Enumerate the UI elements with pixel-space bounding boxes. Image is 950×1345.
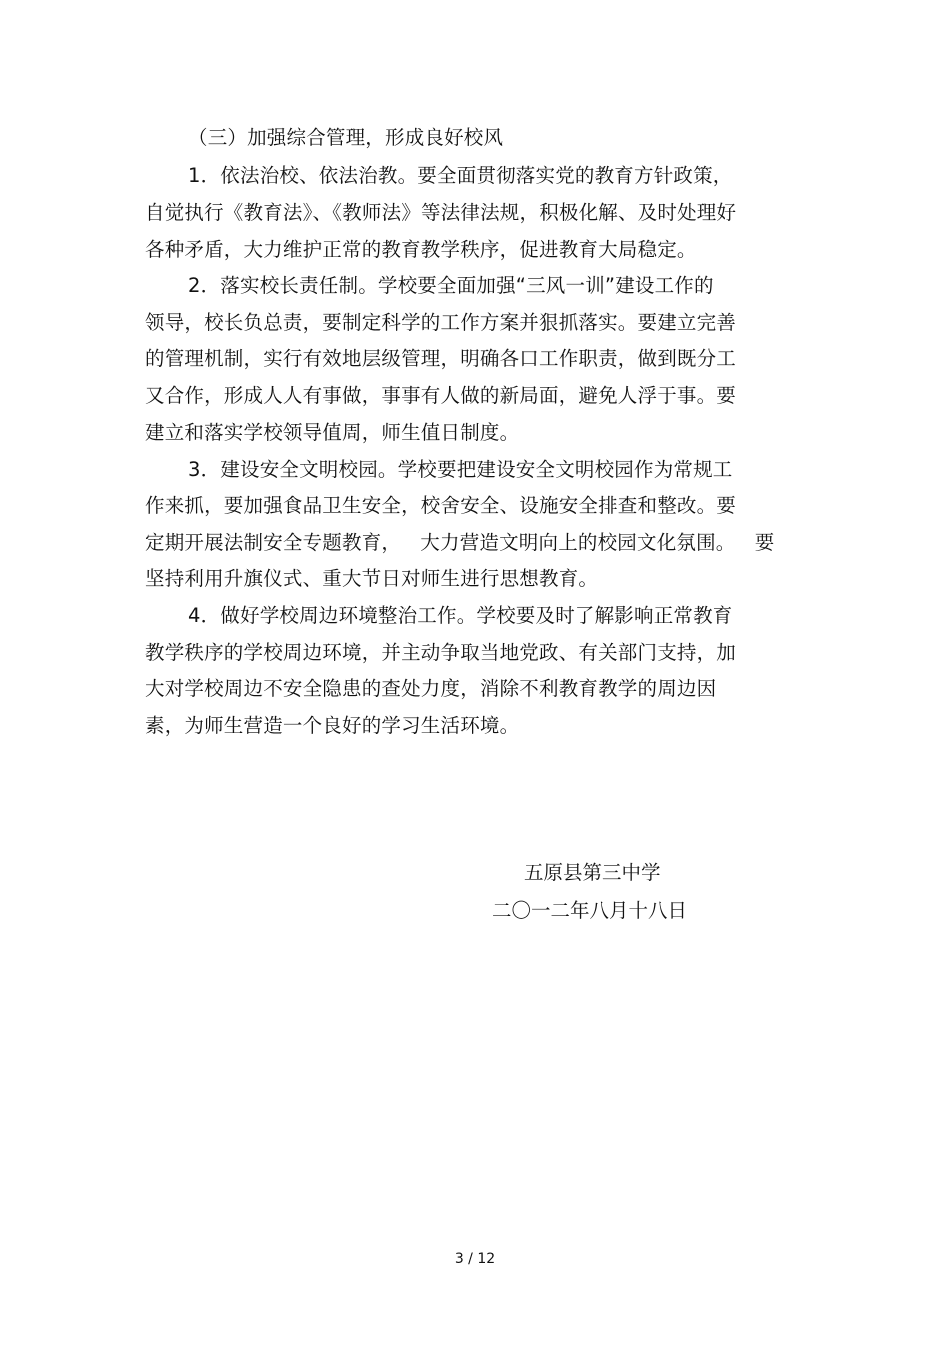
paragraph-line: 大对学校周边不安全隐患的查处力度，消除不利教育教学的周边因 bbox=[145, 677, 717, 700]
paragraph-line: 各种矛盾，大力维护正常的教育教学秩序，促进教育大局稳定。 bbox=[145, 238, 697, 261]
paragraph-line: 1．依法治校、依法治教。要全面贯彻落实党的教育方针政策， bbox=[188, 164, 733, 187]
paragraph-line: 3．建设安全文明校园。学校要把建设安全文明校园作为常规工 bbox=[188, 458, 733, 481]
paragraph-line: 教学秩序的学校周边环境，并主动争取当地党政、有关部门支持，加 bbox=[145, 641, 737, 664]
page-number: 3 / 12 bbox=[454, 1251, 496, 1267]
paragraph-line: 2．落实校长责任制。学校要全面加强“三风一训”建设工作的 bbox=[188, 274, 714, 297]
section-heading: （三）加强综合管理，形成良好校风 bbox=[188, 126, 504, 149]
signature-date: 二〇一二年八月十八日 bbox=[492, 899, 688, 922]
paragraph-line: 作来抓，要加强食品卫生安全，校舍安全、设施安全排查和整改。要 bbox=[145, 494, 737, 517]
paragraph-line: 4．做好学校周边环境整治工作。学校要及时了解影响正常教育 bbox=[188, 604, 733, 627]
signature-organization: 五原县第三中学 bbox=[524, 861, 661, 884]
paragraph-line: 建立和落实学校领导值周，师生值日制度。 bbox=[145, 421, 520, 444]
paragraph-line: 的管理机制，实行有效地层级管理，明确各口工作职责，做到既分工 bbox=[145, 347, 737, 370]
paragraph-line: 坚持利用升旗仪式、重大节日对师生进行思想教育。 bbox=[145, 567, 599, 590]
paragraph-line: 领导，校长负总责，要制定科学的工作方案并狠抓落实。要建立完善 bbox=[145, 311, 737, 334]
paragraph-line: 自觉执行《教育法》、《教师法》等法律法规，积极化解、及时处理好 bbox=[145, 201, 737, 224]
paragraph-line: 定期开展法制安全专题教育， 大力营造文明向上的校园文化氛围。 要 bbox=[145, 531, 775, 554]
paragraph-line: 素，为师生营造一个良好的学习生活环境。 bbox=[145, 714, 520, 737]
paragraph-line: 又合作，形成人人有事做，事事有人做的新局面，避免人浮于事。要 bbox=[145, 384, 737, 407]
